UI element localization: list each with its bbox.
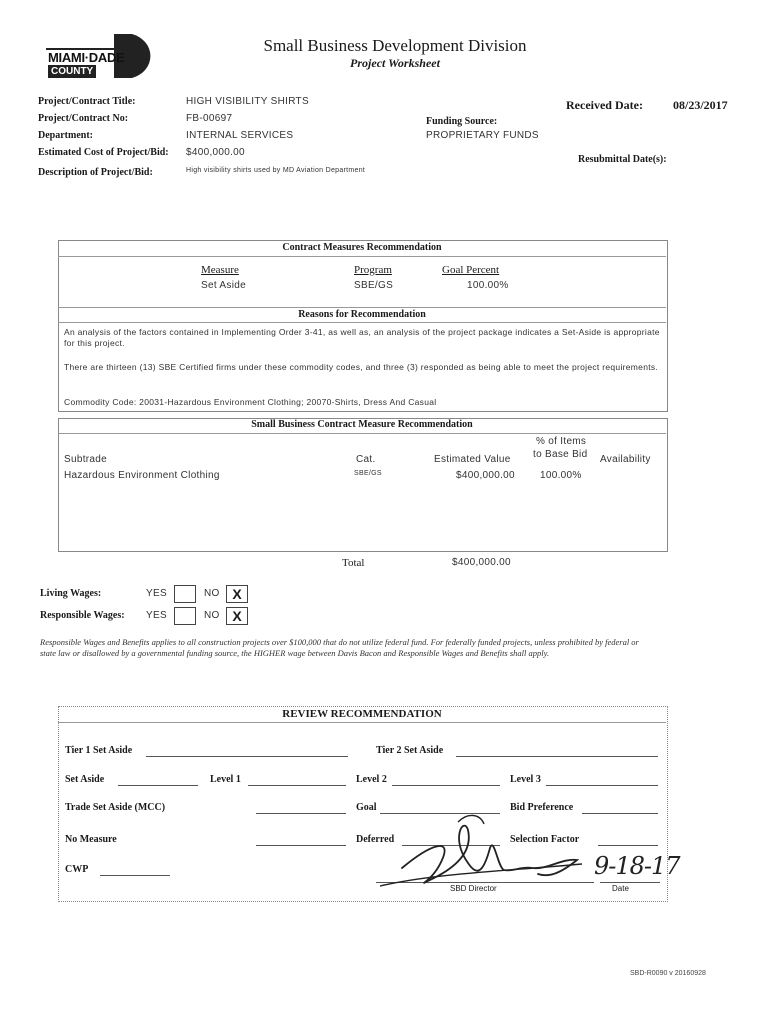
director-signature [372, 808, 602, 898]
resubmittal-date-label: Resubmittal Date(s): [578, 154, 667, 165]
set-aside-field[interactable] [118, 785, 198, 786]
subtrade-row-estimated: $400,000.00 [456, 470, 515, 481]
deferred-label: Deferred [356, 834, 395, 845]
received-date-value: 08/23/2017 [673, 98, 728, 112]
responsible-wages-yes-label: YES [146, 610, 167, 621]
page-subtitle: Project Worksheet [350, 56, 440, 70]
date-signature-line[interactable] [600, 882, 660, 883]
tier1-label: Tier 1 Set Aside [65, 745, 133, 756]
reasons-paragraph-3: Commodity Code: 20031-Hazardous Environment Clothing; 20070-Shirts, Dress And Casual [64, 397, 437, 407]
level2-field[interactable] [392, 785, 500, 786]
no-measure-field[interactable] [256, 845, 346, 846]
selection-factor-label: Selection Factor [510, 834, 580, 845]
trade-set-aside-label: Trade Set Aside (MCC) [65, 802, 166, 813]
form-code: SBD-R0090 v 20160928 [630, 970, 706, 977]
living-wages-yes-checkbox[interactable] [174, 585, 196, 603]
responsible-wages-label: Responsible Wages: [40, 610, 125, 621]
tier2-label: Tier 2 Set Aside [376, 745, 444, 756]
bid-preference-label: Bid Preference [510, 802, 574, 813]
responsible-wages-no-label: NO [204, 610, 220, 621]
no-measure-label: No Measure [65, 834, 117, 845]
set-aside-label: Set Aside [65, 774, 105, 785]
subtrade-row-subtrade: Hazardous Environment Clothing [64, 470, 220, 481]
sbd-director-label: SBD Director [450, 884, 497, 893]
program-value: SBE/GS [354, 280, 394, 291]
living-wages-no-label: NO [204, 588, 220, 599]
estimated-value-column-header: Estimated Value [434, 454, 511, 465]
responsible-wages-no-checkbox[interactable]: X [226, 607, 248, 625]
department-value: INTERNAL SERVICES [186, 130, 294, 141]
trade-set-aside-field[interactable] [256, 813, 346, 814]
review-title: REVIEW RECOMMENDATION [282, 708, 442, 720]
signed-date: 9-18-17 [594, 852, 680, 880]
subtrade-row-cat: SBE/GS [354, 470, 382, 477]
county-logo [44, 32, 154, 80]
availability-column-header: Availability [600, 454, 651, 465]
subtrade-row-items: 100.00% [540, 470, 582, 481]
contract-measures-title: Contract Measures Recommendation [282, 242, 442, 253]
goal-label: Goal [356, 802, 377, 813]
project-title-label: Project/Contract Title: [38, 96, 136, 107]
cwp-label: CWP [65, 864, 89, 875]
level2-label: Level 2 [356, 774, 387, 785]
tier1-field[interactable] [146, 756, 348, 757]
logo-top-text: MIAMI·DADE [48, 50, 125, 65]
cat-column-header: Cat. [356, 454, 376, 465]
level3-label: Level 3 [510, 774, 541, 785]
estimated-cost-value: $400,000.00 [186, 147, 245, 158]
level1-field[interactable] [248, 785, 346, 786]
goal-percent-column-header: Goal Percent [442, 264, 500, 276]
items-column-header-line1: % of Items [536, 436, 587, 447]
level1-label: Level 1 [210, 774, 241, 785]
goal-percent-value: 100.00% [467, 280, 509, 291]
reasons-paragraph-2: There are thirteen (13) SBE Certified firms under these commodity codes, and three (3) responded as being able to meet the project requirements. [64, 362, 659, 372]
total-value: $400,000.00 [452, 557, 511, 568]
page-title: Small Business Development Division [263, 36, 527, 55]
logo-bottom-text: COUNTY [48, 65, 96, 78]
responsible-wages-yes-checkbox[interactable] [174, 607, 196, 625]
reasons-paragraph-1: An analysis of the factors contained in Implementing Order 3-41, as well as, an analysis of the project package indicates a Set-Aside is appropriate for this project. [64, 327, 660, 348]
project-number-value: FB-00697 [186, 113, 233, 124]
items-column-header-line2: to Base Bid [533, 449, 588, 460]
project-title-value: HIGH VISIBILITY SHIRTS [186, 96, 309, 107]
program-column-header: Program [354, 264, 392, 276]
reasons-title: Reasons for Recommendation [298, 309, 426, 320]
department-label: Department: [38, 130, 93, 141]
description-value: High visibility shirts used by MD Aviation Department [186, 167, 366, 174]
selection-factor-field[interactable] [598, 845, 658, 846]
wages-note: Responsible Wages and Benefits applies to all construction projects over $100,000 that do not utilize federal fund. For federally funded projects, unless prohibited by federal or state law or disallowed by a governmental funding source, the HIGHER wage between Davis Bacon and Responsible Wages and Benefits shall apply. [40, 637, 639, 658]
living-wages-no-checkbox[interactable]: X [226, 585, 248, 603]
description-label: Description of Project/Bid: [38, 167, 153, 178]
date-label: Date [612, 884, 629, 893]
measure-value: Set Aside [201, 280, 246, 291]
measure-column-header: Measure [201, 264, 239, 276]
living-wages-label: Living Wages: [40, 588, 102, 599]
tier2-field[interactable] [456, 756, 658, 757]
sbc-measure-title: Small Business Contract Measure Recommendation [251, 419, 473, 430]
level3-field[interactable] [546, 785, 658, 786]
living-wages-yes-label: YES [146, 588, 167, 599]
project-number-label: Project/Contract No: [38, 113, 129, 124]
funding-source-value: PROPRIETARY FUNDS [426, 130, 539, 141]
estimated-cost-label: Estimated Cost of Project/Bid: [38, 147, 169, 158]
funding-source-label: Funding Source: [426, 116, 498, 127]
subtrade-column-header: Subtrade [64, 454, 107, 465]
total-label: Total [342, 557, 365, 569]
cwp-field[interactable] [100, 875, 170, 876]
received-date-label: Received Date: [566, 98, 643, 112]
